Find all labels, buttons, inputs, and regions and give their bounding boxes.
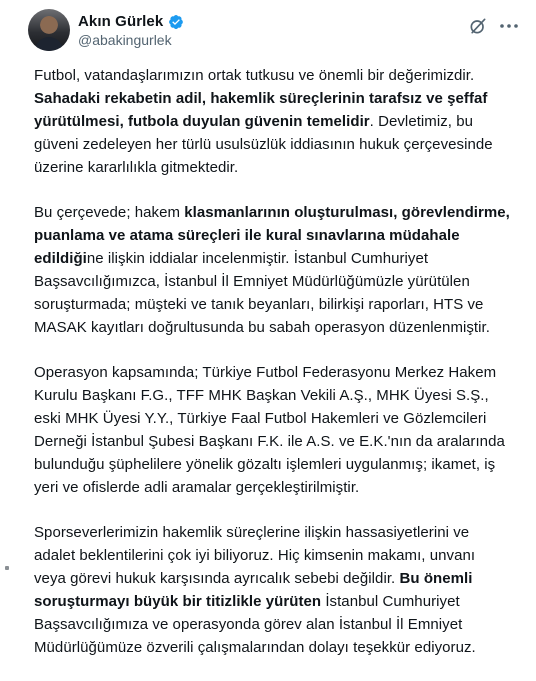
paragraph-text: İstanbul Cumhuriyet Başsavcılığımıza ve operasyonda görev alan İstanbul İl Emniyet Müdürlüğümüze özverili çalışmalarından dolayı teşekkür ediyoruz.: [34, 593, 476, 656]
author-handle[interactable]: @abakingurlek: [78, 32, 172, 48]
post-paragraph-3: [34, 361, 510, 499]
grok-icon[interactable]: [468, 16, 488, 36]
paragraph-text: . Devletimiz, bu güveni zedeleyen her türlü usulsüzlük iddiasının hukuk çerçevesinde üzerine kararlılıkla gitmektedir.: [34, 113, 493, 176]
post-paragraph-4: [34, 521, 510, 659]
paragraph-text: ne ilişkin iddialar incelenmiştir. İstanbul Cumhuriyet Başsavcılığımızca, İstanbul İl Emniyet Müdürlüğümüzle yürütülen soruşturmada; müşteki ve tanık beyanları, bilirkişi raporları, HTS ve MASAK kayıtları doğrultusunda bu sabah operasyon düzenlenmiştir.: [34, 250, 490, 336]
paragraph-bold-text: Sahadaki rekabetin adil, hakemlik süreçlerinin tarafsız ve şeffaf yürütülmesi, futbola duyulan güvenin temelidir: [34, 90, 488, 130]
paragraph-text: Bu çerçevede; hakem: [34, 204, 185, 221]
paragraph-text: Futbol, vatandaşlarımızın ortak tutkusu ve önemli bir değerimizdir.: [34, 67, 475, 84]
post-header: [28, 8, 522, 54]
avatar[interactable]: [28, 9, 70, 51]
post-paragraph-2: [34, 201, 510, 339]
verified-badge-icon: [168, 14, 184, 30]
paragraph-text: Operasyon kapsamında; Türkiye Futbol Federasyonu Merkez Hakem Kurulu Başkanı F.G., TFF MHK Başkan Vekili A.Ş., MHK Üyesi S.Ş., eski MHK Üyesi Y.Y., Türkiye Faal Futbol Hakemleri ve Gözlemcileri Derneği İstanbul Şubesi Başkanı F.K. ile A.S. ve E.K.'nın da aralarında bulunduğu şüphelilere yönelik gözaltı işlemleri uygulanmış; ikamet, iş yeri ve ofislerde adli aramalar gerçekleştirilmiştir.: [34, 364, 505, 496]
paragraph-bold-text: klasmanlarının oluşturulması, görevlendirme, puanlama ve atama süreçleri ile kural sınavlarına müdahale edildiği: [34, 204, 510, 267]
author-name[interactable]: Akın Gürlek: [78, 13, 164, 30]
paragraph-text: Sporseverlerimizin hakemlik süreçlerine ilişkin hassasiyetlerini ve adalet beklentilerini çok iyi biliyoruz. Hiç kimsenin makamı, unvanı veya görevi hukuk karşısında ayrıcalık sebebi değildir.: [34, 524, 476, 587]
more-options-icon[interactable]: [498, 20, 520, 32]
post-body: [34, 64, 510, 681]
paragraph-bold-text: Bu önemli soruşturmayı büyük bir titizlikle yürüten: [34, 570, 473, 610]
divider-mark: [5, 566, 9, 570]
author-name-row: [78, 13, 184, 30]
post-paragraph-1: [34, 64, 510, 179]
